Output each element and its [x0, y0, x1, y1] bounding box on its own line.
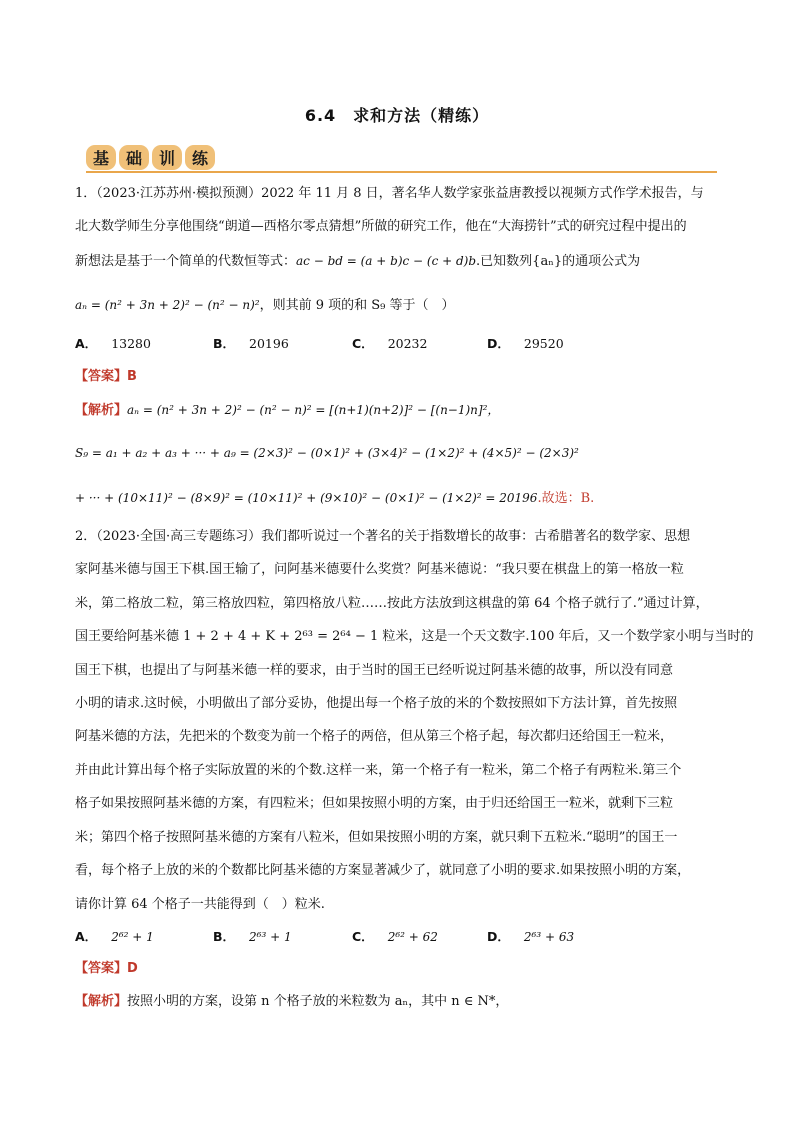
q2-line: 小明的请求.这时候，小明做出了部分妥协，他提出每一个格子放的米的个数按照如下方法计算，首先按照	[75, 696, 678, 711]
q2-line: 国王要给阿基米德 1 + 2 + 4 + K + 2⁶³ = 2⁶⁴ − 1 粒米，这是一个天文数字.100 年后，又一个数学家小明与当时的	[75, 629, 754, 644]
q2-option-a: A． 2⁶² + 1	[75, 929, 154, 944]
q1-option-a: A． 13280	[75, 336, 151, 351]
q2-option-b: B． 2⁶³ + 1	[213, 929, 292, 944]
q2-line: 家阿基米德与国王下棋.国王输了，问阿基米德要什么奖赏？阿基米德说：“我只要在棋盘上的第一格放一粒	[75, 562, 684, 577]
q1-text: 新想法是基于一个简单的代数恒等式：	[75, 254, 297, 269]
q1-line: 1．（2023·江苏苏州·模拟预测）2022 年 11 月 8 日，著名华人数学家张益唐教授以视频方式作学术报告，与	[75, 186, 704, 201]
q1-answer: 【答案】B	[75, 369, 137, 384]
q1-line	[75, 252, 640, 271]
q1-analysis: 【解析】aₙ = (n² + 3n + 2)² − (n² − n)² = [(n+1)(n+2)]² − [(n−1)n]²，	[75, 403, 500, 418]
q2-line: 格子如果按照阿基米德的方案，有四粒米；但如果按照小明的方案，由于归还给国王一粒米，就剩下三粒	[75, 796, 674, 811]
q1-text: ，则其前 9 项的和 S₉ 等于（ ）	[259, 298, 455, 313]
q2-line: 并由此计算出每个格子实际放置的米的个数.这样一来，第一个格子有一粒米，第二个格子有两粒米.第三个	[75, 763, 682, 778]
banner-char: 础	[119, 145, 149, 170]
q2-line: 阿基米德的方法，先把米的个数变为前一个格子的两倍，但从第三个格子起，每次都归还给国王一粒米，	[75, 729, 674, 744]
q2-line: 看，每个格子上放的米的个数都比阿基米德的方案显著减少了，就同意了小明的要求.如果按照小明的方案，	[75, 863, 691, 878]
q1-option-b: B． 20196	[213, 336, 289, 351]
q1-line	[75, 296, 455, 315]
q1-identity: ac − bd = (a + b)c − (c + d)b	[296, 254, 477, 268]
q2-analysis: 【解析】按照小明的方案，设第 n 个格子放的米粒数为 aₙ，其中 n ∈ N*，	[75, 994, 509, 1009]
q1-formula: aₙ = (n² + 3n + 2)² − (n² − n)²	[75, 298, 260, 312]
q2-line: 米，第二格放二粒，第三格放四粒，第四格放八粒……按此方法放到这棋盘的第 64 个格子就行了.”通过计算，	[75, 596, 709, 611]
q1-analysis: S₉ = a₁ + a₂ + a₃ + ··· + a₉ = (2×3)² − (0×1)² + (3×4)² − (1×2)² + (4×5)² − (2×3)²	[75, 446, 579, 460]
q1-line: 北大数学师生分享他围绕“朗道—西格尔零点猜想”所做的研究工作，他在“大海捞针”式的研究过程中提出的	[75, 219, 687, 234]
page-title: 6.4 求和方法（精练）	[304, 106, 490, 125]
banner-divider	[86, 171, 717, 173]
q1-option-c: C． 20232	[352, 336, 428, 351]
q2-line: 请你计算 64 个格子一共能得到（ ）粒米.	[75, 897, 325, 912]
banner-char: 基	[86, 145, 116, 170]
q2-option-c: C． 2⁶² + 62	[352, 929, 438, 944]
q2-option-d: D． 2⁶³ + 63	[487, 929, 575, 944]
q2-line: 2．（2023·全国·高三专题练习）我们都听说过一个著名的关于指数增长的故事：古希腊著名的数学家、思想	[75, 529, 691, 544]
q2-answer: 【答案】D	[75, 961, 138, 976]
q2-line: 国王下棋，也提出了与阿基米德一样的要求，由于当时的国王已经听说过阿基米德的故事，所以没有同意	[75, 663, 674, 678]
q1-text: .已知数列{aₙ}的通项公式为	[476, 254, 641, 269]
q2-line: 米；第四个格子按照阿基米德的方案有八粒米，但如果按照小明的方案，就只剩下五粒米.“聪明”的国王一	[75, 830, 678, 845]
q1-analysis: + ··· + (10×11)² − (8×9)² = (10×11)² + (9×10)² − (0×1)² − (1×2)² = 20196.故选：B.	[75, 491, 595, 506]
banner-char: 训	[152, 145, 182, 170]
q1-option-d: D． 29520	[487, 336, 564, 351]
banner-char: 练	[185, 145, 215, 170]
